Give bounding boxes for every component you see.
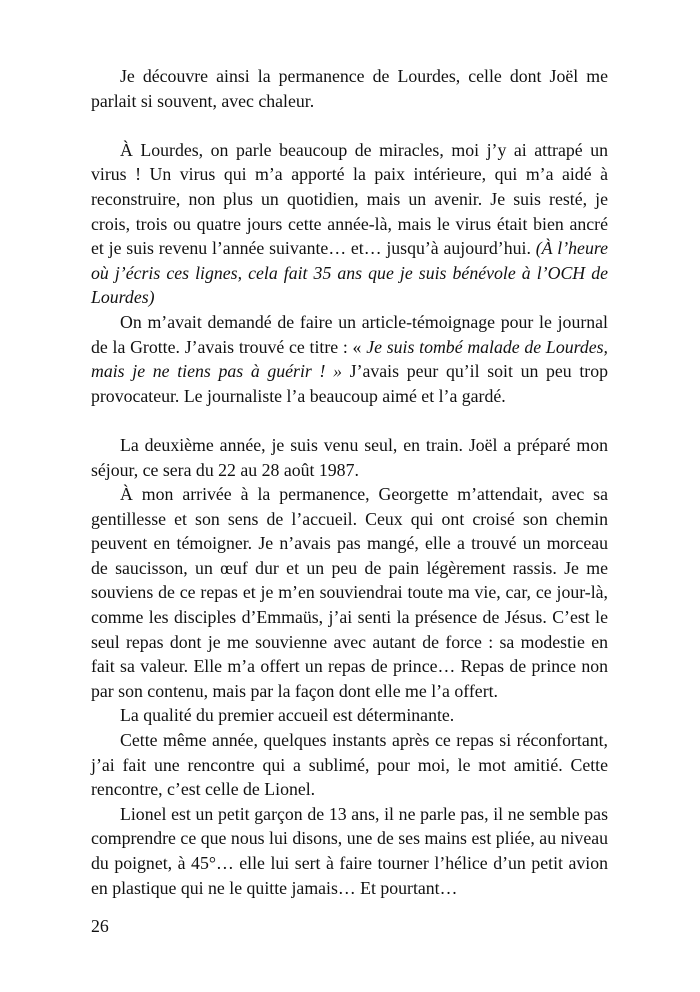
italic-quote-title: Je suis tombé malade de Lourdes, mais je ne tiens pas à guérir ! » (91, 336, 609, 382)
italic-aside: (À l’heure où j’écris ces lignes, cela fait 35 ans que je suis bénévole à l’OCH de Lourdes) (91, 238, 608, 308)
paragraph: La deuxième année, je suis venu seul, en train. Joël a préparé mon séjour, ce sera du 22 au 28 août 1987. (91, 434, 608, 480)
page-body (91, 64, 608, 900)
paragraph-text: J’avais peur qu’il soit un peu trop provocateur. Le journaliste l’a beaucoup aimé et l’a gardé. (91, 361, 608, 406)
paragraph-text: On m’avait demandé de faire un article-témoignage pour le journal de la Grotte. J’avais trouvé ce titre : « (91, 311, 608, 357)
page-number: 26 (91, 916, 109, 936)
paragraph (91, 138, 608, 310)
paragraph: Cette même année, quelques instants après ce repas si réconfortant, j’ai fait une rencontre qui a sublimé, pour moi, le mot amitié. Cette rencontre, c’est celle de Lionel. (91, 730, 608, 800)
paragraph: Je découvre ainsi la permanence de Lourdes, celle dont Joël me parlait si souvent, avec chaleur. (91, 66, 608, 111)
paragraph: À mon arrivée à la permanence, Georgette m’attendait, avec sa gentillesse et son sens de l’accueil. Ceux qui ont croisé son chemin peuvent en témoigner. Je n’avais pas mangé, elle a trouvé un morceau de saucisson, un œuf dur et un peu de pain légèrement rassis. Je me souviens de ce repas et je m’en souviendrai toute ma vie, car, ce jour-là, comme les disciples d’Emmaüs, j’ai senti la présence de Jésus. C’est le seul repas dont je me souvienne avec autant de force : sa modestie en fait sa valeur. Elle m’a offert un repas de prince… Repas de prince non par son contenu, mais par la façon dont elle me l’a offert. (91, 484, 608, 701)
paragraph-text: À Lourdes, on parle beaucoup de miracles, moi j’y ai attrapé un virus ! Un virus qui m’a apporté la paix intérieure, qui m’a aidé à reconstruire, non plus un quotidien, mais un avenir. Je suis resté, je crois, trois ou quatre jours cette année-là, mais le virus était bien ancré et je suis revenu l’année suivante… et… jusqu’à aujourd’hui. (91, 139, 608, 259)
paragraph: Lionel est un petit garçon de 13 ans, il ne parle pas, il ne semble pas comprendre ce que nous lui disons, une de ses mains est pliée, au niveau du poignet, à 45°… elle lui sert à faire tourner l’hélice d’un petit avion en plastique qui ne le quitte jamais… Et pourtant… (91, 803, 608, 898)
paragraph-spacer (91, 408, 608, 433)
paragraph-spacer (91, 113, 608, 138)
paragraph (91, 310, 608, 408)
paragraph: La qualité du premier accueil est déterminante. (120, 705, 455, 726)
